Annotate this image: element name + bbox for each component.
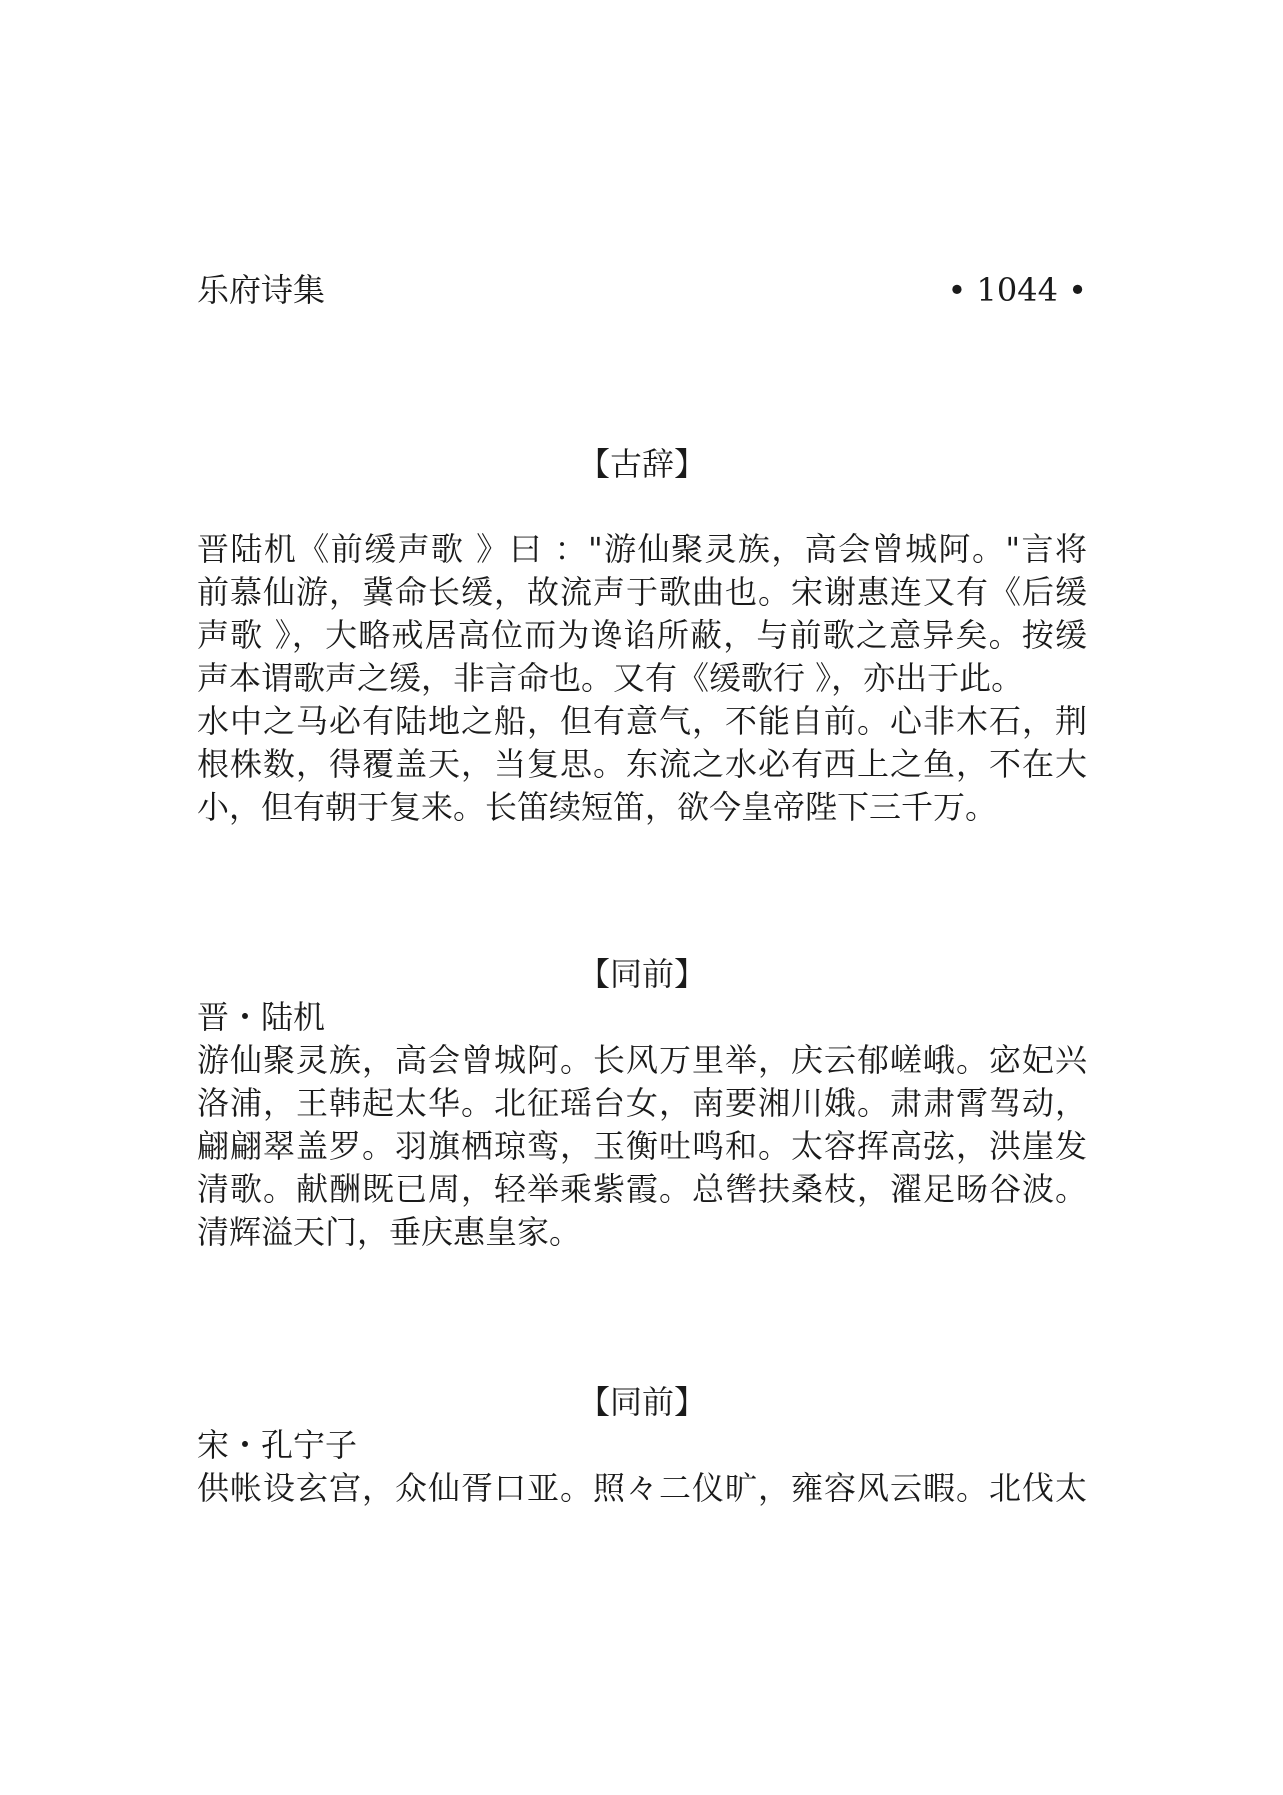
text-line: 声本谓歌声之缓，非言命也。又有《缓歌行 》，亦出于此。 (197, 659, 1024, 697)
section-guci (197, 442, 1087, 829)
book-title: 乐府诗集 (197, 271, 326, 309)
section-heading: 【同前】 (577, 955, 706, 993)
text-line: 声歌 》，大略戒居高位而为谗谄所蔽，与前歌之意异矣。按缓 (197, 616, 1087, 654)
section-heading: 【古辞】 (577, 445, 706, 483)
text-line: 前慕仙游，冀命长缓，故流声于歌曲也。宋谢惠连又有《后缓 (197, 573, 1087, 611)
text-line: 翩翩翠盖罗。羽旗栖琼鸾，玉衡吐鸣和。太容挥高弦，洪崖发 (197, 1127, 1087, 1165)
running-header (197, 268, 1087, 312)
section-tongqian-luji (197, 952, 1087, 1254)
text-line: 游仙聚灵族，高会曾城阿。长风万里举，庆云郁嵯峨。宓妃兴 (197, 1041, 1087, 1079)
text-line: 供帐设玄宫，众仙胥口亚。照々二仪旷，雍容风云暇。北伐太 (197, 1469, 1087, 1507)
text-line: 小，但有朝于复来。长笛续短笛，欲今皇帝陛下三千万。 (197, 788, 998, 826)
text-line: 清歌。献酬既已周，轻举乘紫霞。总辔扶桑枝，濯足旸谷波。 (197, 1170, 1087, 1208)
text-line: 水中之马必有陆地之船，但有意气，不能自前。心非木石，荆 (197, 702, 1087, 740)
text-line: 晋陆机《前缓声歌 》曰 ："游仙聚灵族，高会曾城阿。"言将 (197, 530, 1087, 568)
text-line: 洛浦，王韩起太华。北征瑶台女，南要湘川娥。肃肃霄驾动， (197, 1084, 1087, 1122)
author-byline: 宋・孔宁子 (197, 1426, 358, 1464)
author-byline: 晋・陆机 (197, 998, 326, 1036)
section-heading: 【同前】 (577, 1383, 706, 1421)
page-number: • 1044 • (947, 271, 1087, 309)
text-line: 根株数，得覆盖天，当复思。东流之水必有西上之鱼，不在大 (197, 745, 1087, 783)
section-tongqian-kongningzi (197, 1380, 1087, 1510)
text-line: 清辉溢天门，垂庆惠皇家。 (197, 1213, 582, 1251)
